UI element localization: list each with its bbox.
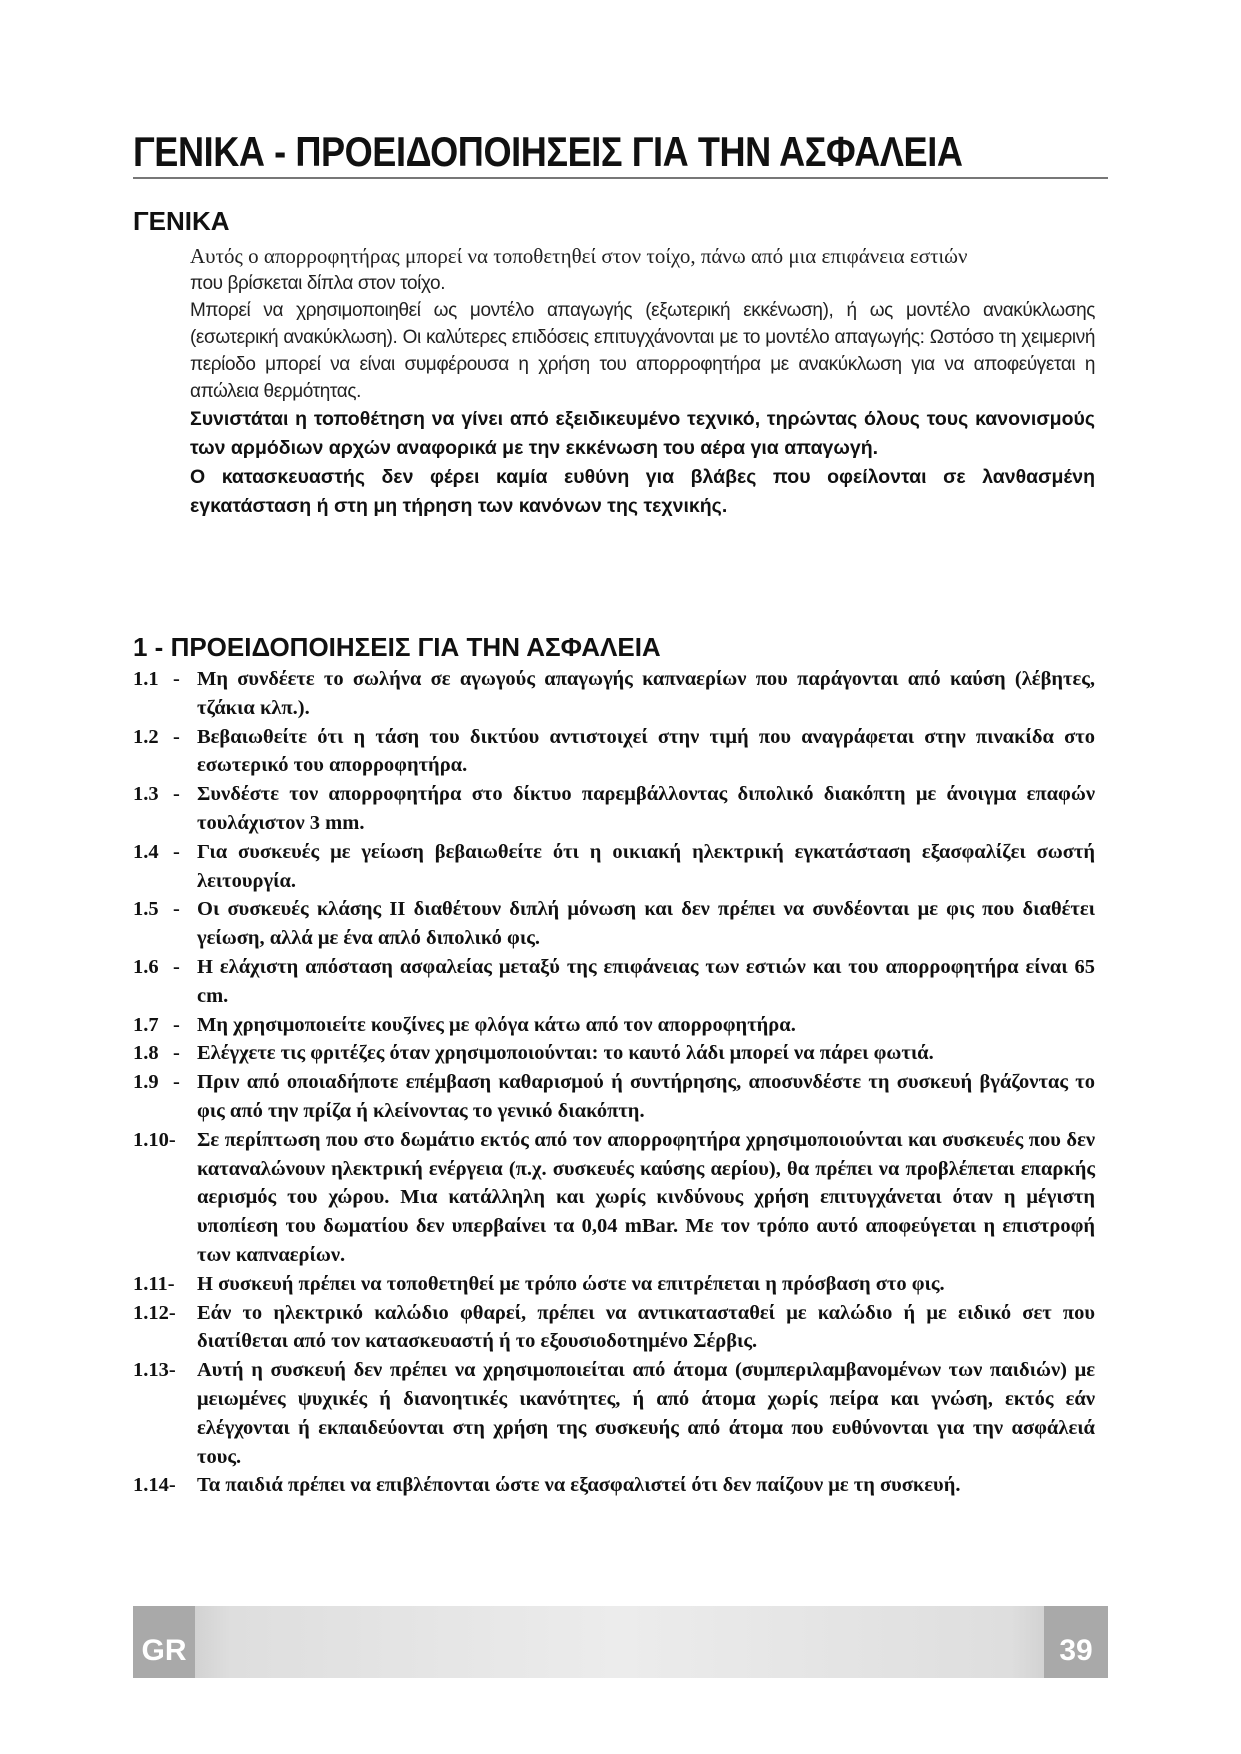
safety-item-dash: - <box>173 955 180 978</box>
safety-item-2 <box>133 723 1095 781</box>
safety-item-text: Σε περίπτωση που στο δωμάτιο εκτός από τον απορροφητήρα χρησιμοποιούνται και συσκευές που δεν καταναλώνουν ηλεκτρική ενέργεια (π.χ. συσκευές καύσης αερίου), θα πρέπει να προβλέπεται επαρκής αερισμός του χώρου. Μια κατάλληλη και χωρίς κινδύνους χρήση επιτυγχάνεται όταν η μέγιστη υποπίεση του δωματίου δεν υπερβαίνει τα 0,04 mBar. Με τον τρόπο αυτό αποφεύγεται η επιστροφή των καπναερίων. <box>197 1128 1095 1266</box>
footer-language-label: GR <box>133 1606 195 1678</box>
safety-item-number: 1.12- <box>133 1301 176 1324</box>
safety-item-dash: - <box>173 783 180 806</box>
safety-item-number: 1.10- <box>133 1128 176 1151</box>
safety-item-dash: - <box>173 840 180 863</box>
page-title: ΓΕΝΙΚΑ - ΠΡΟΕΙΔΟΠΟΙΗΣΕΙΣ ΓΙΑ ΤΗΝ ΑΣΦΑΛΕΙΑ <box>133 128 963 175</box>
safety-item-number: 1.13- <box>133 1359 176 1382</box>
safety-item-3 <box>133 780 1095 838</box>
safety-item-11 <box>133 1270 1095 1299</box>
safety-item-5 <box>133 895 1095 953</box>
general-paragraph-2: Μπορεί να χρησιμοποιηθεί ως μοντέλο απαγωγής (εξωτερική εκκένωση), ή ως μοντέλο ανακύκλωσης (εσωτερική ανακύκλωση). Οι καλύτερες επιδόσεις επιτυγχάνονται με το μοντέλο απαγωγής: Ωστόσο τη χειμερινή περίοδο μπορεί να είναι συμφέρουσα η χρήση του απορροφητήρα με ανακύκλωση για να αποφεύγεται η απώλεια θερμότητας. <box>190 300 1095 402</box>
safety-item-7 <box>133 1011 1095 1040</box>
safety-item-dash: - <box>173 725 180 748</box>
safety-item-text: Η συσκευή πρέπει να τοποθετηθεί με τρόπο ώστε να επιτρέπεται η πρόσβαση στο φις. <box>197 1272 945 1295</box>
safety-item-text: Αυτή η συσκευή δεν πρέπει να χρησιμοποιείται από άτομα (συμπεριλαμβανομένων των παιδιών) με μειωμένες ψυχικές ή διανοητικές ικανότητες, ή από άτομα χωρίς πείρα και γνώση, εκτός εάν ελέγχονται ή εκπαιδεύονται στη χρήση της συσκευής από άτομα που ευθύνονται για την ασφάλειά τους. <box>197 1359 1095 1468</box>
safety-item-text: Μη συνδέετε το σωλήνα σε αγωγούς απαγωγής καπναερίων που παράγονται από καύση (λέβητες, τζάκια κλπ.). <box>197 668 1095 719</box>
safety-item-13 <box>133 1356 1095 1471</box>
safety-list <box>133 665 1095 1500</box>
general-section <box>190 243 1095 521</box>
footer-page-number: 39 <box>1044 1606 1108 1678</box>
safety-item-6 <box>133 953 1095 1011</box>
safety-item-8 <box>133 1039 1095 1068</box>
safety-item-9 <box>133 1068 1095 1126</box>
safety-item-number: 1.4 <box>133 840 159 863</box>
safety-item-text: Τα παιδιά πρέπει να επιβλέπονται ώστε να εξασφαλιστεί ότι δεν παίζουν με τη συσκευή. <box>197 1474 961 1497</box>
safety-item-dash: - <box>173 1013 180 1036</box>
safety-item-text: Ελέγχετε τις φριτέζες όταν χρησιμοποιούνται: το καυτό λάδι μπορεί να πάρει φωτιά. <box>197 1042 934 1065</box>
safety-item-number: 1.1 <box>133 668 159 690</box>
footer-bar <box>133 1606 1108 1678</box>
safety-item-10 <box>133 1126 1095 1270</box>
safety-item-text: Για συσκευές με γείωση βεβαιωθείτε ότι η οικιακή ηλεκτρική εγκατάσταση εξασφαλίζει σωστή λειτουργία. <box>197 840 1095 892</box>
safety-item-4 <box>133 838 1095 896</box>
safety-item-number: 1.2 <box>133 725 159 748</box>
safety-heading: 1 - ΠΡΟΕΙΔΟΠΟΙΗΣΕΙΣ ΓΙΑ ΤΗΝ ΑΣΦΑΛΕΙΑ <box>133 632 661 662</box>
safety-item-number: 1.8 <box>133 1042 159 1065</box>
safety-item-number: 1.6 <box>133 955 159 978</box>
safety-item-number: 1.3 <box>133 783 159 806</box>
safety-item-text: Πριν από οποιαδήποτε επέμβαση καθαρισμού ή συντήρησης, αποσυνδέστε τη συσκευή βγάζοντας το φις από την πρίζα ή κλείνοντας το γενικό διακόπτη. <box>197 1071 1095 1122</box>
safety-item-number: 1.11- <box>133 1272 175 1295</box>
safety-item-text: Συνδέστε τον απορροφητήρα στο δίκτυο παρεμβάλλοντας διπολικό διακόπτη με άνοιγμα επαφών τουλάχιστον 3 mm. <box>197 783 1095 834</box>
general-paragraph-3: Συνιστάται η τοποθέτηση να γίνει από εξειδικευμένο τεχνικό, τηρώντας όλους τους κανονισμούς των αρμόδιων αρχών αναφορικά με την εκκένωση του αέρα για απαγωγή. <box>190 408 1095 459</box>
safety-item-dash: - <box>173 668 180 690</box>
safety-item-number: 1.5 <box>133 898 159 921</box>
safety-item-1 <box>133 665 1095 723</box>
title-divider <box>133 177 1108 179</box>
safety-item-12 <box>133 1299 1095 1357</box>
safety-item-text: Εάν το ηλεκτρικό καλώδιο φθαρεί, πρέπει να αντικατασταθεί με καλώδιο ή με ειδικό σετ που διατίθεται από τον κατασκευαστή ή το εξουσιοδοτημένο Σέρβις. <box>197 1301 1095 1353</box>
safety-item-dash: - <box>173 898 180 921</box>
safety-item-text: Οι συσκευές κλάσης II διαθέτουν διπλή μόνωση και δεν πρέπει να συνδέονται με φις που διαθέτει γείωση, αλλά με ένα απλό διπολικό φις. <box>197 898 1095 950</box>
safety-item-number: 1.14- <box>133 1474 176 1497</box>
safety-item-text: Βεβαιωθείτε ότι η τάση του δικτύου αντιστοιχεί στην τιμή που αναγράφεται στην πινακίδα στο εσωτερικό του απορροφητήρα. <box>197 725 1095 777</box>
safety-item-number: 1.7 <box>133 1013 159 1036</box>
safety-item-dash: - <box>173 1071 180 1094</box>
general-paragraph-1b: που βρίσκεται δίπλα στον τοίχο. <box>190 273 446 294</box>
general-heading: ΓΕΝΙΚΑ <box>133 206 230 236</box>
safety-item-14 <box>133 1471 1095 1500</box>
general-paragraph-1a: Αυτός ο απορροφητήρας μπορεί να τοποθετηθεί στον τοίχο, πάνω από μια επιφάνεια εστιών <box>190 244 968 268</box>
safety-item-dash: - <box>173 1042 180 1065</box>
safety-item-text: Μη χρησιμοποιείτε κουζίνες με φλόγα κάτω από τον απορροφητήρα. <box>197 1013 796 1036</box>
safety-item-text: Η ελάχιστη απόσταση ασφαλείας μεταξύ της επιφάνειας των εστιών και του απορροφητήρα είναι 65 cm. <box>197 955 1095 1007</box>
safety-item-number: 1.9 <box>133 1071 159 1094</box>
general-paragraph-4: Ο κατασκευαστής δεν φέρει καμία ευθύνη για βλάβες που οφείλονται σε λανθασμένη εγκατάσταση ή στη μη τήρηση των κανόνων της τεχνικής. <box>190 466 1095 517</box>
